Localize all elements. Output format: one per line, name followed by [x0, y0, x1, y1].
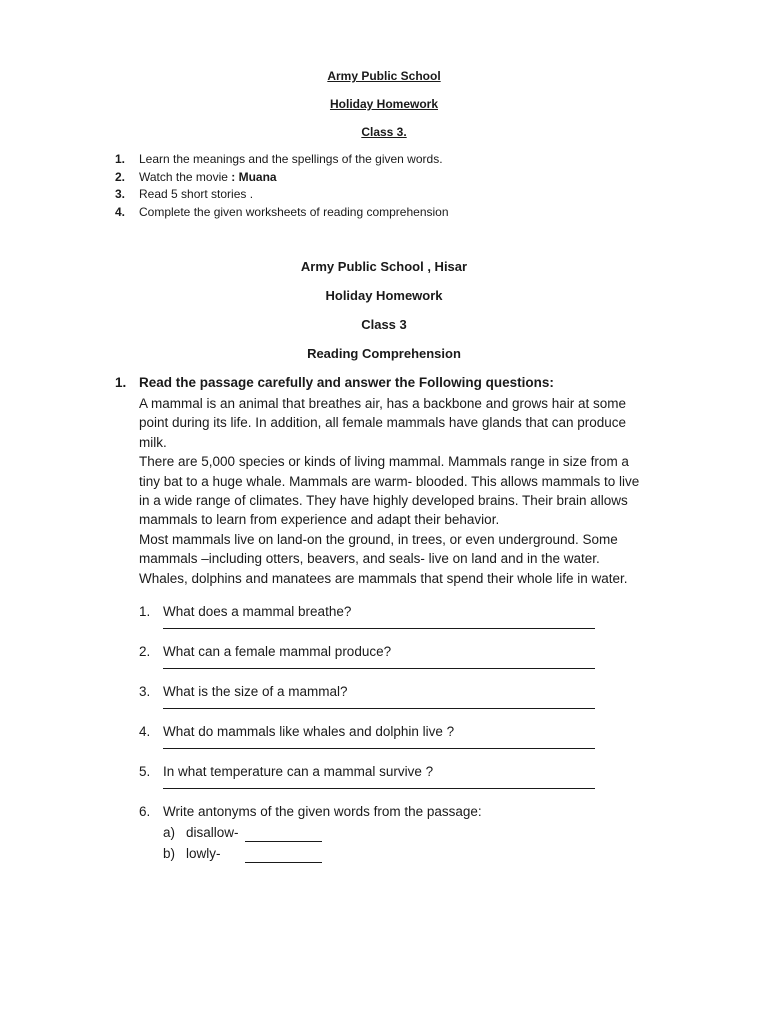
question-text: What do mammals like whales and dolphin live ? — [163, 724, 455, 739]
passage-line: mammals to learn from experience and adapt their behavior. — [139, 512, 500, 528]
passage-line: milk. — [139, 434, 167, 450]
section-title: Reading Comprehension — [307, 346, 461, 361]
question-text: What is the size of a mammal? — [163, 684, 348, 699]
passage-line: A mammal is an animal that breathes air, has a backbone and grows hair at some — [139, 396, 627, 411]
antonym-answer-line[interactable] — [245, 862, 322, 863]
question-number: 3. — [139, 684, 151, 699]
question-number: 1. — [139, 604, 151, 619]
antonym-word: lowly- — [186, 846, 221, 861]
answer-line[interactable] — [163, 708, 595, 709]
passage-line: mammals –including otters, beavers, and seals- live on land and in the water. — [139, 551, 600, 567]
question-number: 6. — [139, 804, 151, 819]
list-text: Read 5 short stories . — [139, 187, 254, 201]
question-number: 4. — [139, 724, 151, 739]
school-name-header: Army Public School — [327, 69, 441, 83]
question-number: 2. — [139, 644, 151, 659]
antonym-answer-line[interactable] — [245, 841, 322, 842]
answer-line[interactable] — [163, 748, 595, 749]
class-label-text: Class 3. — [361, 125, 407, 139]
list-item — [115, 186, 449, 204]
homework-list — [115, 151, 449, 221]
list-number: 1. — [115, 152, 126, 166]
passage-line: Most mammals live on land-on the ground, in trees, or even underground. Some — [139, 531, 618, 547]
list-text: Learn the meanings and the spellings of the given words. — [139, 152, 443, 166]
passage-line: tiny bat to a huge whale. Mammals are warm- blooded. This allows mammals to live — [139, 473, 640, 489]
list-text: Watch the movie — [139, 169, 232, 184]
list-number: 4. — [115, 204, 126, 219]
homework-title-2: Holiday Homework — [325, 288, 443, 303]
antonym-label: a) — [163, 825, 176, 840]
question-number: 1. — [115, 375, 127, 390]
antonym-label: b) — [163, 846, 176, 861]
list-number: 3. — [115, 187, 126, 201]
homework-title: Holiday Homework — [329, 97, 439, 111]
passage-line: point during its life. In addition, all female mammals have glands that can produce — [139, 415, 627, 431]
answer-line[interactable] — [163, 628, 595, 629]
question-text: What does a mammal breathe? — [163, 604, 352, 619]
answer-line[interactable] — [163, 668, 595, 669]
answer-line[interactable] — [163, 788, 595, 789]
movie-title: : Muana — [231, 169, 277, 184]
question-text: What can a female mammal produce? — [163, 644, 392, 659]
class-label — [0, 125, 768, 139]
reading-passage — [139, 394, 699, 588]
passage-line: There are 5,000 species or kinds of living mammal. Mammals range in size from a — [139, 454, 629, 470]
antonym-word: disallow- — [186, 825, 239, 840]
question-text: Write antonyms of the given words from the passage: — [163, 804, 482, 819]
class-label-2: Class 3 — [361, 317, 407, 332]
list-item — [115, 204, 449, 222]
question-heading — [115, 375, 554, 390]
question-number: 5. — [139, 764, 151, 779]
list-item — [115, 151, 449, 169]
list-number: 2. — [115, 169, 126, 184]
list-text: Complete the given worksheets of reading comprehension — [139, 204, 449, 219]
question-instruction: Read the passage carefully and answer the Following questions: — [139, 375, 554, 390]
school-name-hisar: Army Public School , Hisar — [300, 259, 468, 274]
question-text: In what temperature can a mammal survive ? — [163, 764, 434, 779]
passage-line: Whales, dolphins and manatees are mammals that spend their whole life in water. — [139, 570, 628, 586]
passage-line: in a wide range of climates. They have highly developed brains. Their brain allows — [139, 493, 628, 509]
list-item — [115, 169, 449, 187]
